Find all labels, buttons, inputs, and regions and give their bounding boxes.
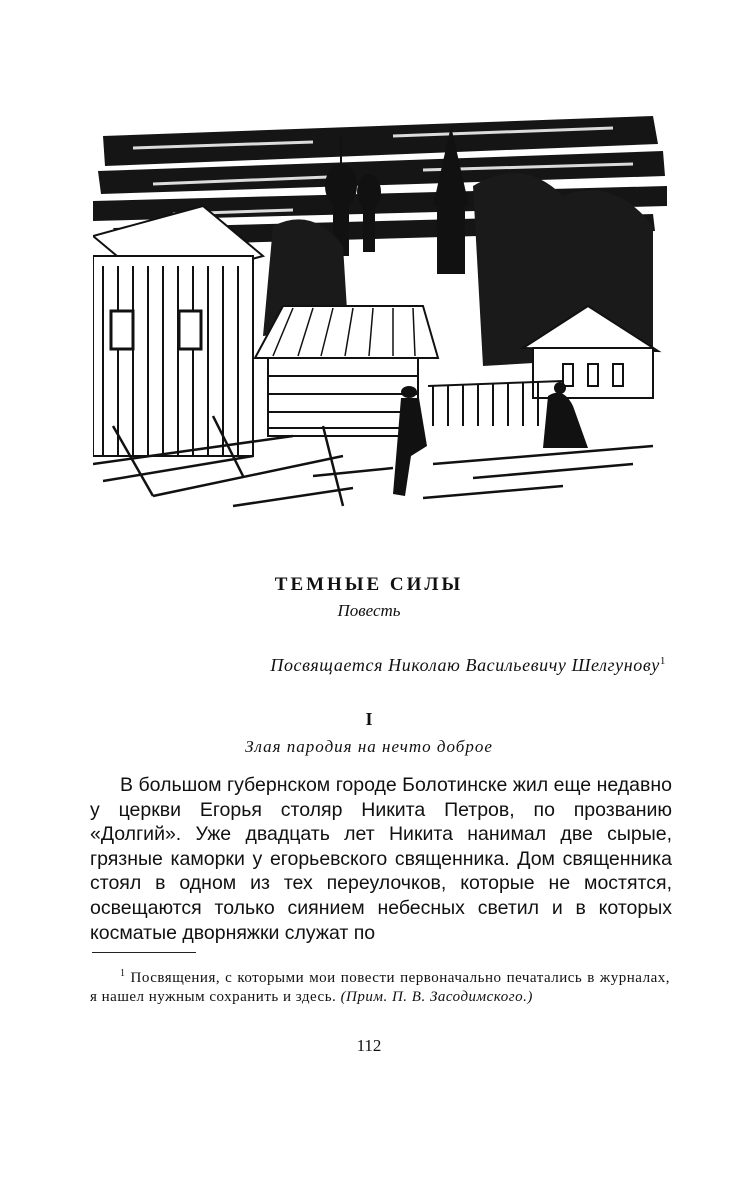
chapter-title: Злая пародия на нечто доброе xyxy=(245,737,493,756)
dedication xyxy=(270,655,666,676)
dedication-text: Посвящается Николаю Васильевичу Шелгунову xyxy=(270,655,660,675)
body-paragraph: В большом губернском городе Болотинске жил еще недавно у церкви Егорья столяр Никита Петров, по прозванию «Долгий». Уже двадцать лет Никита нанимал две сырые, грязные каморки у егорьевского священника. Дом священника стоял в одном из тех переулочков, которые не мостятся, освещаются только сиянием небесных светил и в которых косматые дворняжки служат по xyxy=(90,774,672,944)
dedication-footnote-mark: 1 xyxy=(659,655,666,667)
page-number: 112 xyxy=(356,1036,382,1055)
town-street-illustration xyxy=(93,96,667,528)
footnote-divider xyxy=(92,952,196,953)
footnote-note: (Прим. П. В. Засодимского.) xyxy=(340,989,533,1005)
footnote-text: Посвящения, с которыми мои повести первоначально печатались в журналах, я нашел нужным сохранить и здесь. xyxy=(90,970,670,1005)
story-subtitle: Повесть xyxy=(337,601,401,620)
story-title: ТЕМНЫЕ СИЛЫ xyxy=(274,574,464,595)
footnote xyxy=(90,964,670,1007)
footnote-mark: 1 xyxy=(120,968,126,979)
chapter-number: I xyxy=(365,709,373,729)
